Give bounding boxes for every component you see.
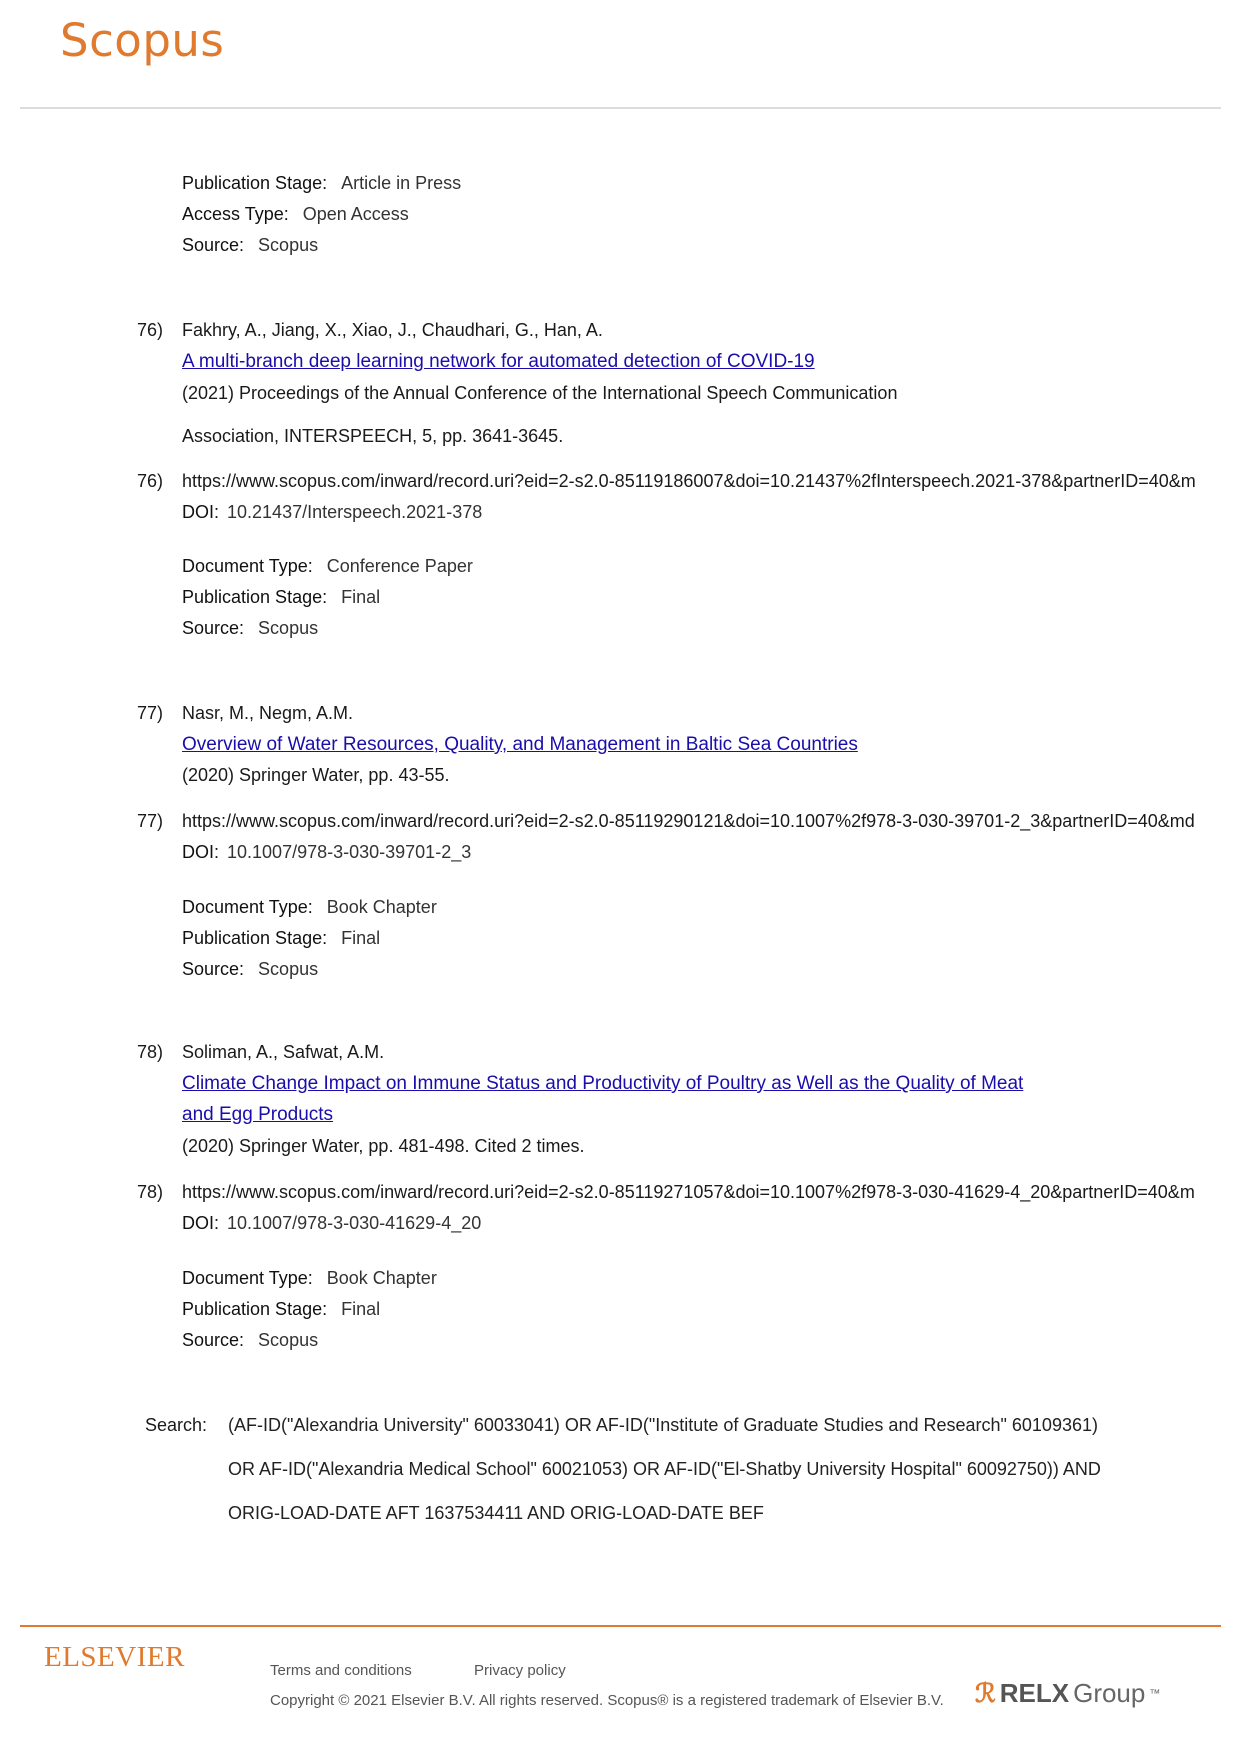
field-label: Source: [182, 235, 245, 255]
terms-link[interactable]: Terms and conditions [270, 1662, 412, 1679]
record-title-row [182, 350, 815, 373]
field-value: Final [341, 928, 381, 948]
field-label: Document Type: [182, 1268, 313, 1288]
field-row [182, 896, 437, 918]
record-number: 78) [137, 1042, 164, 1062]
field-label: Document Type: [182, 556, 313, 576]
field-value: Book Chapter [326, 897, 437, 917]
record-citation: (2020) Springer Water, pp. 43-55. [182, 765, 450, 785]
field-label: Source: [182, 618, 245, 638]
footer-divider [20, 1625, 1221, 1627]
record-authors: Nasr, M., Negm, A.M. [182, 703, 354, 723]
record-url[interactable]: https://www.scopus.com/inward/record.uri?eid=2-s2.0-85119186007&doi=10.21437%2fInterspeech.2021-378&partnerID=40&m [182, 471, 1196, 491]
field-row [182, 172, 461, 194]
field-label: Access Type: [182, 204, 289, 224]
field-value: Book Chapter [326, 1268, 437, 1288]
field-row [182, 586, 380, 608]
record-number: 77) [137, 811, 164, 831]
privacy-link[interactable]: Privacy policy [474, 1662, 566, 1679]
record-doi [182, 1212, 481, 1234]
doi-label: DOI: [182, 1213, 220, 1233]
relx-logo [975, 1678, 1160, 1709]
doi-value: 10.21437/Interspeech.2021-378 [227, 502, 483, 522]
field-row [182, 1267, 437, 1289]
doi-label: DOI: [182, 502, 220, 522]
relx-name: RELX [999, 1678, 1070, 1708]
field-label: Publication Stage: [182, 173, 328, 193]
field-row [182, 555, 473, 577]
record-number: 78) [137, 1182, 164, 1202]
elsevier-logo: ELSEVIER [44, 1641, 185, 1673]
field-row [182, 927, 380, 949]
relx-group: Group [1073, 1678, 1146, 1708]
record-number: 76) [137, 320, 164, 340]
field-value: Scopus [258, 1330, 319, 1350]
field-row [182, 1298, 380, 1320]
field-label: Document Type: [182, 897, 313, 917]
record-authors: Soliman, A., Safwat, A.M. [182, 1042, 385, 1062]
field-label: Source: [182, 1330, 245, 1350]
record-doi [182, 841, 471, 863]
record-title-row [182, 733, 858, 756]
doi-label: DOI: [182, 842, 220, 862]
record-url[interactable]: https://www.scopus.com/inward/record.uri?eid=2-s2.0-85119271057&doi=10.1007%2f978-3-030-41629-4_20&partnerID=40&m [182, 1182, 1195, 1202]
field-row [182, 203, 409, 225]
field-value: Final [341, 1299, 381, 1319]
field-label: Publication Stage: [182, 928, 328, 948]
record-authors: Fakhry, A., Jiang, X., Xiao, J., Chaudhari, G., Han, A. [182, 320, 603, 340]
field-value: Article in Press [341, 173, 462, 193]
field-row [182, 617, 318, 639]
field-value: Scopus [258, 618, 319, 638]
record-citation: (2020) Springer Water, pp. 481-498. Cited 2 times. [182, 1136, 585, 1156]
scopus-logo: Scopus [60, 14, 225, 67]
field-row [182, 234, 318, 256]
field-row [182, 958, 318, 980]
field-label: Publication Stage: [182, 587, 328, 607]
record-citation: (2021) Proceedings of the Annual Conference of the International Speech Communication [182, 383, 898, 403]
search-label: Search: [145, 1415, 208, 1435]
copyright-text: Copyright © 2021 Elsevier B.V. All rights reserved. Scopus® is a registered trademark of Elsevier B.V. [270, 1692, 944, 1709]
record-title-row [182, 1072, 1023, 1095]
field-value: Conference Paper [326, 556, 473, 576]
record-url[interactable]: https://www.scopus.com/inward/record.uri?eid=2-s2.0-85119290121&doi=10.1007%2f978-3-030-39701-2_3&partnerID=40&md [182, 811, 1195, 831]
record-title-link[interactable]: Climate Change Impact on Immune Status and Productivity of Poultry as Well as the Quality of Meat [182, 1073, 1024, 1094]
field-value: Final [341, 587, 381, 607]
record-citation-cont: Association, INTERSPEECH, 5, pp. 3641-3645. [182, 426, 564, 446]
search-query: (AF-ID("Alexandria University" 60033041) OR AF-ID("Institute of Graduate Studies and Research" 60109361) OR AF-ID("Alexandria Medical School" 60021053) OR AF-ID("El-Shatby University Hospital" 60092750)) AND ORIG-LOAD-DATE AFT 1637534411 AND ORIG-LOAD-DATE BEF [228, 1415, 1101, 1523]
record-title-link[interactable]: Overview of Water Resources, Quality, and Management in Baltic Sea Countries [182, 734, 858, 755]
field-value: Open Access [302, 204, 409, 224]
field-row [182, 1329, 318, 1351]
record-title-row [182, 1103, 333, 1126]
record-title-link-cont[interactable]: and Egg Products [182, 1104, 334, 1125]
record-number: 77) [137, 703, 164, 723]
record-title-link[interactable]: A multi-branch deep learning network for automated detection of COVID-19 [182, 351, 815, 372]
record-doi [182, 501, 482, 523]
doi-value: 10.1007/978-3-030-39701-2_3 [227, 842, 472, 862]
field-value: Scopus [258, 235, 319, 255]
field-label: Publication Stage: [182, 1299, 328, 1319]
relx-logo-icon: ℛ [975, 1678, 996, 1708]
record-number: 76) [137, 471, 164, 491]
field-label: Source: [182, 959, 245, 979]
doi-value: 10.1007/978-3-030-41629-4_20 [227, 1213, 482, 1233]
relx-tm: ™ [1149, 1687, 1161, 1700]
field-value: Scopus [258, 959, 319, 979]
